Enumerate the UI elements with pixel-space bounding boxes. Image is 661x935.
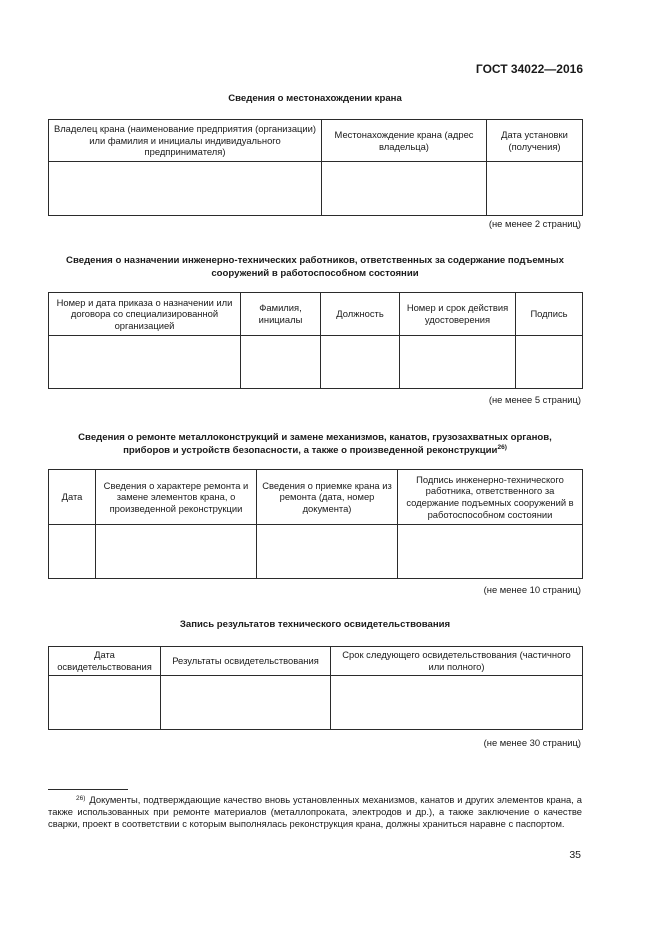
table-header-row <box>49 647 583 676</box>
section-title-engineers-assignment <box>48 255 582 280</box>
col-header-order: Номер и дата приказа о назначении или договора со специализированной организацией <box>49 293 241 336</box>
col-header-name: Фамилия, инициалы <box>241 293 321 336</box>
title-line: сооружений в работоспособном состоянии <box>211 267 419 279</box>
empty-cell <box>49 336 241 389</box>
empty-cell <box>96 525 257 579</box>
col-header-date: Дата <box>49 470 96 525</box>
table-header-row <box>49 120 583 162</box>
table-row <box>49 525 583 579</box>
empty-cell <box>331 676 583 730</box>
title-line: Сведения о ремонте металлоконструкций и замене механизмов, канатов, грузозахватных органов, <box>78 432 552 443</box>
col-header-engineer-signature: Подпись инженерно-технического работника, ответственного за содержание подъемных сооружений в работоспособном состоянии <box>398 470 583 525</box>
footnote-divider <box>48 789 128 790</box>
table-header-row <box>49 293 583 336</box>
col-header-certificate: Номер и срок действия удостоверения <box>400 293 516 336</box>
col-header-acceptance: Сведения о приемке крана из ремонта (дата, номер документа) <box>257 470 398 525</box>
empty-cell <box>257 525 398 579</box>
section-title-inspection: Запись результатов технического освидетельствования <box>179 619 451 630</box>
table-repairs <box>48 469 583 579</box>
empty-cell <box>487 162 583 216</box>
table-row <box>49 162 583 216</box>
empty-cell <box>400 336 516 389</box>
section-title-repairs <box>48 432 582 457</box>
col-header-install-date: Дата установки (получения) <box>487 120 583 162</box>
col-header-inspection-date: Дата освидетельствования <box>49 647 161 676</box>
col-header-results: Результаты освидетельствования <box>161 647 331 676</box>
table-row <box>49 676 583 730</box>
title-line: приборов и устройств безопасности, а также о произведенной реконструкции <box>123 444 498 456</box>
empty-cell <box>398 525 583 579</box>
col-header-repair-details: Сведения о характере ремонта и замене элементов крана, о произведенной реконструкции <box>96 470 257 525</box>
page-count-note: (не менее 30 страниц) <box>483 737 581 748</box>
empty-cell <box>49 162 322 216</box>
empty-cell <box>49 676 161 730</box>
col-header-owner: Владелец крана (наименование предприятия (организации) или фамилия и инициалы индивидуального предпринимателя) <box>49 120 322 162</box>
empty-cell <box>321 336 400 389</box>
empty-cell <box>49 525 96 579</box>
empty-cell <box>516 336 583 389</box>
col-header-next-inspection: Срок следующего освидетельствования (частичного или полного) <box>331 647 583 676</box>
footnote <box>48 794 582 829</box>
table-row <box>49 336 583 389</box>
page-count-note: (не менее 5 страниц) <box>488 394 581 405</box>
empty-cell <box>322 162 487 216</box>
footnote-ref: 26) <box>497 443 507 451</box>
table-inspection <box>48 646 583 730</box>
col-header-location: Местонахождение крана (адрес владельца) <box>322 120 487 162</box>
footnote-text: Документы, подтверждающие качество вновь установленных механизмов, канатов и других элементов крана, а также использованных при ремонте материалов (металлопроката, электродов и др.), а также заключение о качестве сварки, проект в соответствии с которым выполнялась реконструкция крана, должны храниться наравне с паспортом. <box>48 794 582 829</box>
standard-code: ГОСТ 34022—2016 <box>475 62 583 76</box>
page-count-note: (не менее 2 страниц) <box>488 218 581 229</box>
col-header-signature: Подпись <box>516 293 583 336</box>
table-crane-location <box>48 119 583 216</box>
table-header-row <box>49 470 583 525</box>
empty-cell <box>241 336 321 389</box>
title-line: Сведения о назначении инженерно-технических работников, ответственных за содержание подъемных <box>66 255 564 266</box>
section-title-crane-location: Сведения о местонахождении крана <box>228 93 402 104</box>
page-number: 35 <box>569 849 581 861</box>
col-header-position: Должность <box>321 293 400 336</box>
footnote-number: 26) <box>76 795 86 802</box>
page-count-note: (не менее 10 страниц) <box>483 584 581 595</box>
empty-cell <box>161 676 331 730</box>
table-engineers-assignment <box>48 292 583 389</box>
